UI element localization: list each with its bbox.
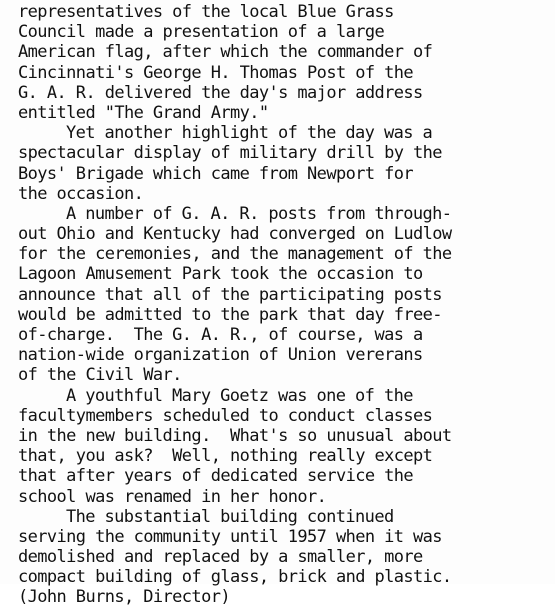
text-line: Lagoon Amusement Park took the occasion to	[18, 264, 423, 285]
text-line: that, you ask? Well, nothing really except	[18, 446, 433, 467]
paragraph-start-line: The substantial building continued	[66, 506, 394, 527]
text-line: compact building of glass, brick and plastic.	[18, 567, 452, 588]
text-line: Cincinnati's George H. Thomas Post of the	[18, 62, 414, 83]
text-line: of-charge. The G. A. R., of course, was a	[18, 325, 423, 345]
text-line: spectacular display of military drill by the	[18, 143, 442, 164]
text-line: demolished and replaced by a smaller, more	[18, 547, 423, 568]
text-line: would be admitted to the park that day free-	[18, 304, 442, 325]
text-line: Boys' Brigade which came from Newport for	[18, 163, 414, 184]
text-line: nation-wide organization of Union vererans	[18, 345, 423, 366]
text-line: in the new building. What's so unusual about	[18, 425, 452, 446]
text-line: for the ceremonies, and the management of the	[18, 244, 452, 265]
text-line: serving the community until 1957 when it was	[18, 526, 442, 547]
text-line: out Ohio and Kentucky had converged on Ludlow	[18, 224, 452, 245]
signature-line: (John Burns, Director)	[18, 587, 230, 608]
text-line: announce that all of the participating posts	[18, 284, 442, 305]
text-line: school was renamed in her honor.	[18, 486, 327, 507]
text-line: Council made a presentation of a large	[18, 22, 385, 43]
text-line: of the Civil War.	[18, 365, 182, 386]
text-line: G. A. R. delivered the day's major address	[18, 82, 423, 103]
text-line: facultymembers scheduled to conduct classes	[18, 405, 433, 426]
text-line: that after years of dedicated service the	[18, 466, 414, 487]
text-line: entitled "The Grand Army."	[18, 102, 269, 123]
document-body	[18, 2, 548, 608]
text-line: the occasion.	[18, 183, 144, 204]
paragraph-start-line: Yet another highlight of the day was a	[66, 123, 433, 144]
text-line: representatives of the local Blue Grass	[18, 2, 394, 22]
paragraph-start-line: A youthful Mary Goetz was one of the	[66, 385, 413, 406]
text-line: American flag, after which the commander of	[18, 42, 433, 63]
paragraph-start-line: A number of G. A. R. posts from through-	[66, 203, 452, 224]
